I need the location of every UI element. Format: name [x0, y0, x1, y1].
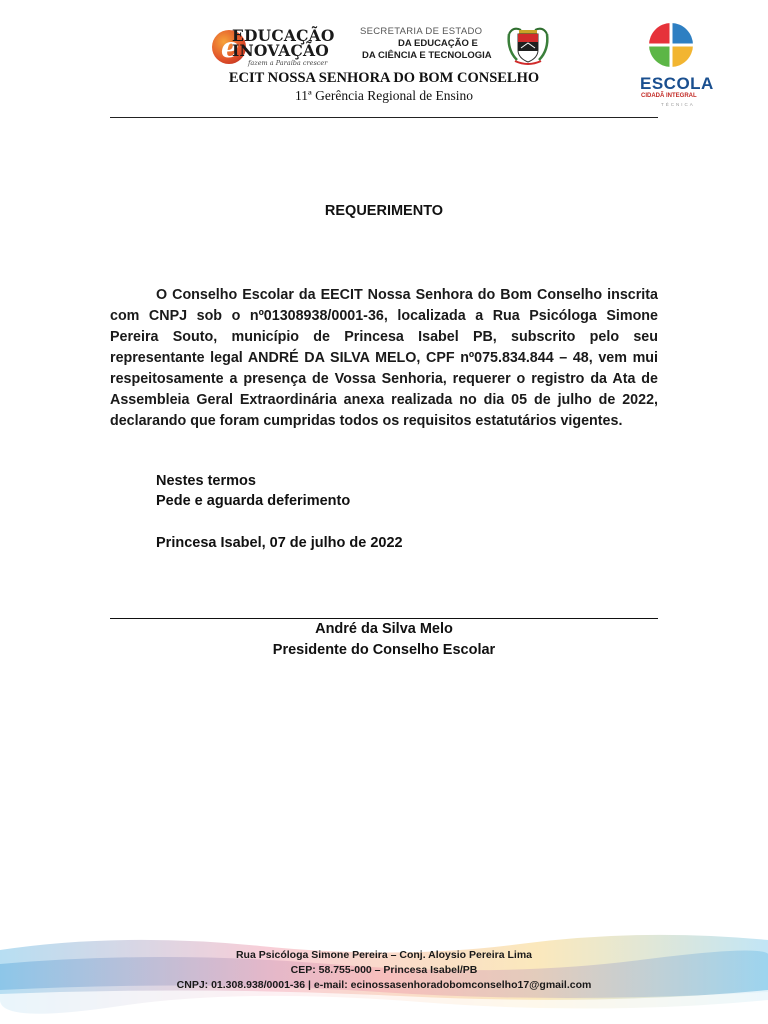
escola-subtitle: CIDADÃ INTEGRAL [641, 93, 697, 99]
footer-cnpj-email: CNPJ: 01.308.938/0001-36 | e-mail: ecinossasenhoradobomconselho17@gmail.com [176, 979, 592, 991]
regional-office: 11ª Gerência Regional de Ensino [295, 88, 473, 103]
educacao-inovacao-logo [212, 24, 360, 66]
logo-emblem-icon: e [212, 30, 246, 64]
footer-contact [100, 948, 668, 993]
header-divider [110, 117, 658, 118]
signature-line [110, 618, 658, 619]
signer-name: André da Silva Melo [315, 621, 453, 637]
document-title: REQUERIMENTO [324, 203, 444, 219]
school-name: ECIT NOSSA SENHORA DO BOM CONSELHO [228, 70, 540, 86]
request-paragraph: O Conselho Escolar da EECIT Nossa Senhora do Bom Conselho inscrita com CNPJ sob o nº01308938/0001-36, localizada a Rua Psicóloga Simone Pereira Souto, município de Princesa Isabel PB, subscrito pelo seu representante legal ANDRÉ DA SILVA MELO, CPF nº075.834.844 – 48, vem mui respeitosamente a presença de Vossa Senhoria, requerer o registro da Ata de Assembleia Geral Extraordinária anexa realizada no dia 05 de julho de 2022, declarando que foram cumpridas todos os requisitos estatutários vigentes. [110, 287, 658, 429]
logo-line-2: INOVAÇÃO [232, 41, 329, 60]
logo-tagline: fazem a Paraíba crescer [248, 59, 328, 67]
closing-line-1: Nestes termos [156, 473, 256, 489]
closing-line-2: Pede e aguarda deferimento [156, 493, 351, 509]
escola-subtitle-2: TÉCNICA [661, 102, 695, 107]
footer-address: Rua Psicóloga Simone Pereira – Conj. Aloysio Pereira Lima [235, 949, 533, 961]
secretaria-line-2: DA EDUCAÇÃO E [398, 38, 478, 49]
signer-role: Presidente do Conselho Escolar [272, 642, 496, 658]
escola-emblem-icon [648, 22, 694, 68]
secretaria-line-3: DA CIÊNCIA E TECNOLOGIA [362, 50, 492, 61]
secretaria-line-1: SECRETARIA DE ESTADO [360, 26, 483, 37]
footer-postal-code: CEP: 58.755-000 – Princesa Isabel/PB [290, 964, 478, 976]
logo-line-1: EDUCAÇÃO [232, 26, 335, 45]
escola-word: ESCOLA [640, 74, 714, 93]
place-and-date: Princesa Isabel, 07 de julho de 2022 [156, 535, 403, 551]
secretaria-label [360, 26, 492, 62]
state-coat-of-arms-icon [505, 24, 551, 66]
